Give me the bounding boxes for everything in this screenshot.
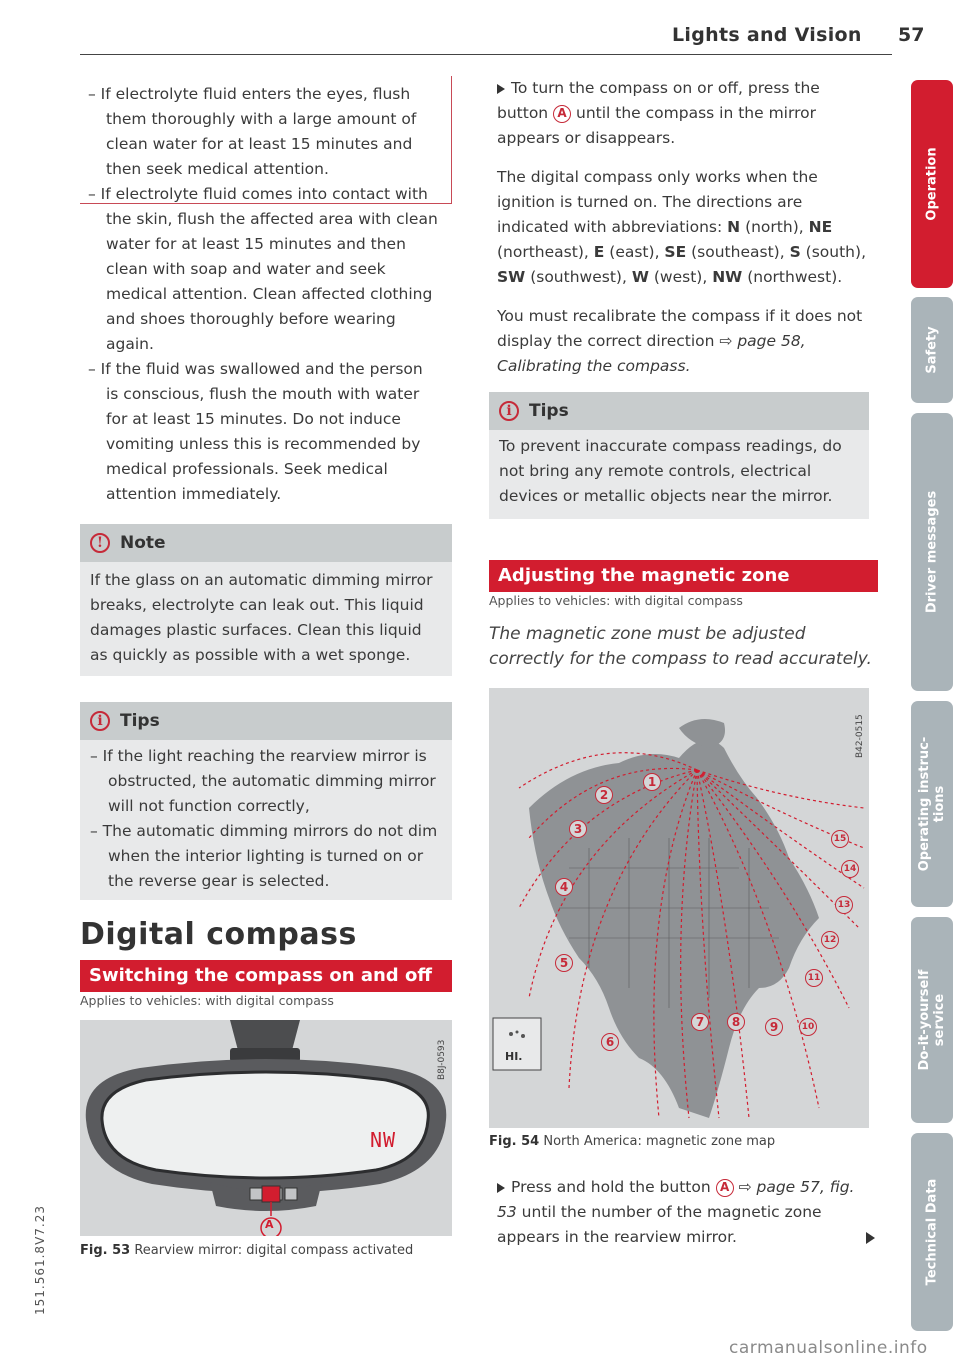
directions-paragraph: The digital compass only works when the ignition is turned on. The directions are indicated with abbreviations: N (north), NE (northeast), E (east), SE (southeast), S (south), SW (southwest), W (west), NW (northwest). (497, 168, 866, 286)
continue-arrow-icon (866, 1232, 875, 1244)
zone-label: 14 (841, 860, 859, 878)
zone-label: 2 (595, 786, 613, 804)
page-reference[interactable]: ⇨ page 57, fig. 53 (497, 1178, 855, 1221)
page-reference[interactable]: ⇨ page 58, Calibrating the compass. (497, 332, 806, 375)
tab-technical-data[interactable]: Technical Data (911, 1133, 953, 1331)
zone-label: 11 (805, 969, 823, 987)
recalibrate-paragraph: You must recalibrate the compass if it does not display the correct direction ⇨ page 58, Calibrating the compass. (497, 307, 863, 375)
tips-title: Tips (120, 711, 160, 731)
tab-do-it-yourself[interactable]: Do-it-yourself service (911, 917, 953, 1123)
running-header-title: Lights and Vision (672, 24, 862, 46)
info-icon: i (90, 711, 110, 731)
button-a-ref: A (716, 1179, 734, 1197)
tips-body (80, 740, 452, 900)
applies-note: Applies to vehicles: with digital compass (80, 993, 334, 1008)
step-compass-toggle: To turn the compass on or off, press the button A until the compass in the mirror appears or disappears. (497, 79, 820, 147)
header-rule (80, 54, 892, 55)
tips-header (489, 392, 869, 430)
warning-list (88, 82, 438, 507)
figure-magnetic-zone-map (489, 688, 869, 1128)
tab-driver-messages[interactable]: Driver messages (911, 413, 953, 691)
page-number: 57 (898, 24, 925, 46)
figure-rearview-mirror (80, 1020, 452, 1236)
warning-item: – If the fluid was swallowed and the person is conscious, flush the mouth with water for at least 15 minutes. Do not induce vomiting unless this is recommended by medical professionals. Seek medical attention immediately. (88, 360, 423, 503)
tips-text: To prevent inaccurate compass readings, do not bring any remote controls, electrical devices or metallic objects near the mirror. (499, 437, 842, 505)
inset-label: HI. (505, 1050, 523, 1063)
exclamation-icon: ! (90, 533, 110, 553)
tab-safety[interactable]: Safety (911, 297, 953, 403)
tips-body (489, 430, 869, 519)
zone-label: 10 (799, 1018, 817, 1036)
button-a-label: A (265, 1218, 274, 1231)
note-title: Note (120, 533, 166, 553)
zone-label: 9 (765, 1018, 783, 1036)
zone-label: 13 (835, 896, 853, 914)
tips-list (90, 744, 444, 894)
warning-item: – If electrolyte fluid enters the eyes, flush them thoroughly with a large amount of clean water for at least 15 minutes and then seek medical attention. (88, 85, 417, 178)
north-america-map (489, 688, 869, 1128)
zone-label: 12 (821, 931, 839, 949)
note-body (80, 562, 452, 676)
side-code: 151.561.8V7.23 (33, 1205, 47, 1315)
zone-label: 6 (601, 1033, 619, 1051)
section-title: Digital compass (80, 917, 357, 952)
note-box (80, 524, 452, 676)
zone-label: 4 (555, 878, 573, 896)
tips-box-left (80, 702, 452, 900)
zone-label: 15 (831, 830, 849, 848)
watermark-footer: carmanualsonline.info (729, 1338, 928, 1358)
zone-label: 1 (643, 773, 661, 791)
step-set-zone: Press and hold the button A ⇨ page 57, fig. 53 until the number of the magnetic zone appears in the rearview mirror. (497, 1178, 855, 1246)
tips-title: Tips (529, 401, 569, 421)
applies-note: Applies to vehicles: with digital compass (489, 593, 743, 608)
warning-item: – If electrolyte fluid comes into contact with the skin, flush the affected area with clean water for at least 15 minutes and then clean with soap and water and seek medical attention. Clean affected clothing and shoes thoroughly before wearing again. (88, 185, 438, 353)
compass-display: NW (370, 1128, 397, 1152)
tab-operation[interactable]: Operation (911, 80, 953, 288)
step-arrow-icon (497, 84, 505, 94)
tips-box-right (489, 392, 869, 519)
zone-label: 3 (569, 820, 587, 838)
figure-caption: Fig. 53 Rearview mirror: digital compass activated (80, 1243, 414, 1258)
step-arrow-icon (497, 1183, 505, 1193)
button-a-ref: A (553, 105, 571, 123)
subsection-banner: Adjusting the magnetic zone (489, 560, 878, 592)
rearview-mirror-illustration (80, 1020, 452, 1236)
figure-caption: Fig. 54 North America: magnetic zone map (489, 1134, 776, 1149)
zone-label: 5 (555, 954, 573, 972)
tips-item: – If the light reaching the rearview mirror is obstructed, the automatic dimming mirror will not function correctly, (90, 747, 436, 815)
tab-operating-instructions[interactable]: Operating instruc- tions (911, 701, 953, 907)
figure-code: B8J-0593 (437, 1039, 447, 1080)
zone-label: 7 (691, 1013, 709, 1031)
figure-code: B42-0515 (855, 714, 865, 758)
info-icon: i (499, 401, 519, 421)
note-text: If the glass on an automatic dimming mirror breaks, electrolyte can leak out. This liquid damages plastic surfaces. Clean this liquid as quickly as possible with a wet sponge. (90, 571, 433, 664)
note-header (80, 524, 452, 562)
tips-header (80, 702, 452, 740)
warning-box-right (451, 76, 452, 204)
zone-label: 8 (727, 1013, 745, 1031)
tips-item: – The automatic dimming mirrors do not dim when the interior lighting is turned on or the reverse gear is selected. (90, 822, 438, 890)
lead-text: The magnetic zone must be adjusted correctly for the compass to read accurately. (489, 624, 872, 669)
subsection-banner: Switching the compass on and off (80, 960, 452, 992)
